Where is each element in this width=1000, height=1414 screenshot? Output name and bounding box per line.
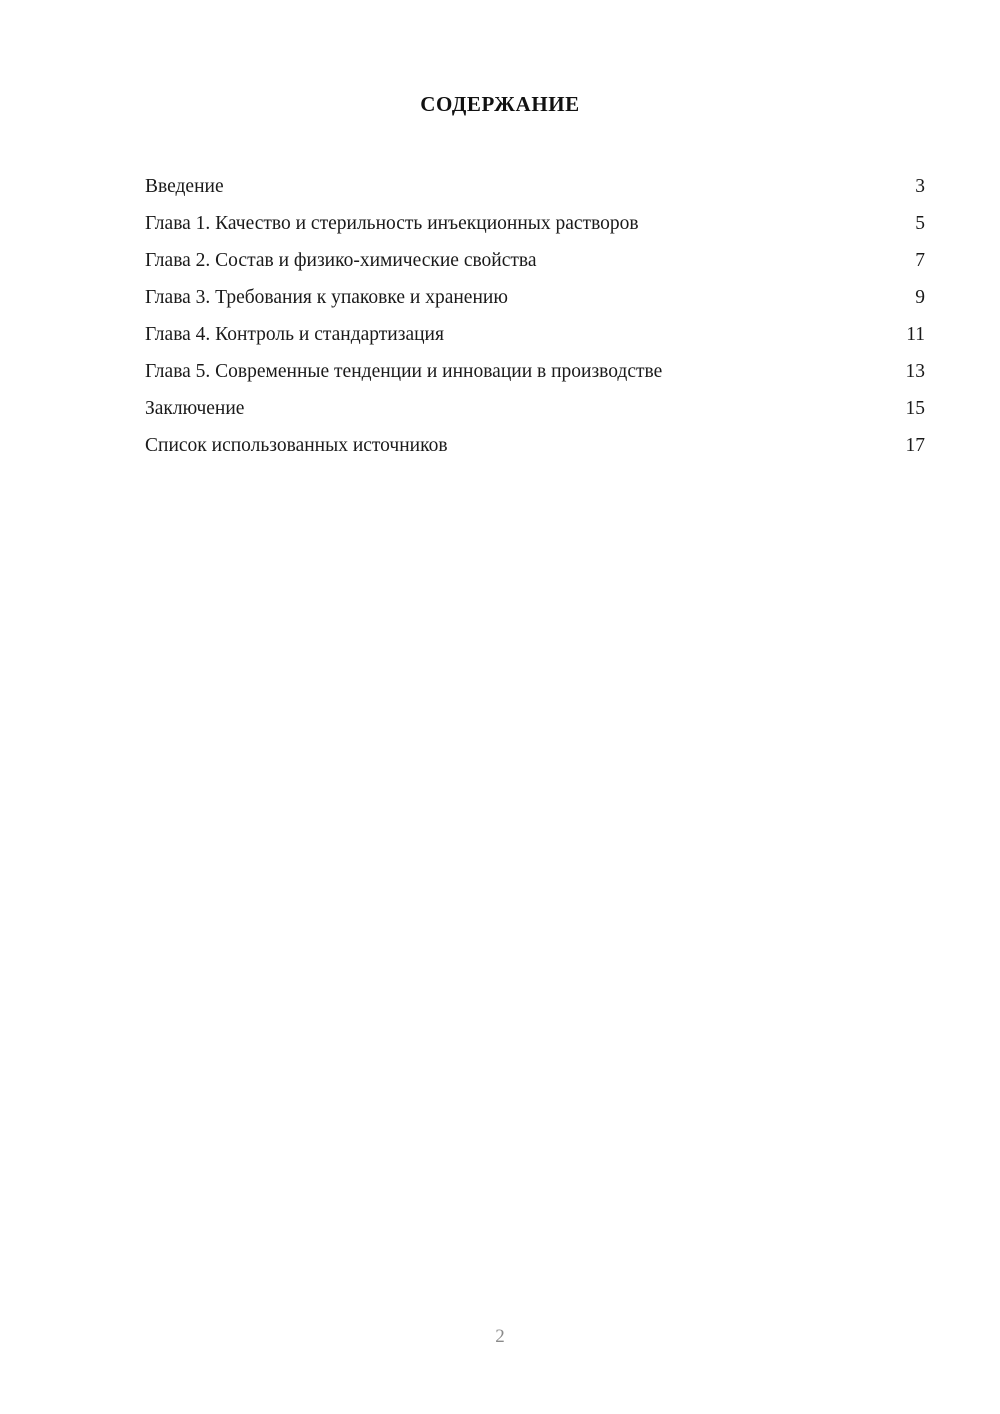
toc-entry[interactable] bbox=[145, 279, 925, 316]
table-of-contents bbox=[145, 168, 925, 464]
toc-entry[interactable] bbox=[145, 205, 925, 242]
toc-entry-page: 5 bbox=[915, 213, 925, 234]
page-number-footer: 2 bbox=[495, 1326, 505, 1347]
toc-entry-label: Глава 5. Современные тенденции и инновации в производстве bbox=[145, 361, 663, 382]
toc-entry-page: 15 bbox=[905, 398, 925, 419]
page-title: СОДЕРЖАНИЕ bbox=[420, 92, 580, 116]
toc-entry-page: 11 bbox=[906, 324, 925, 345]
toc-entry-label: Введение bbox=[145, 176, 224, 197]
toc-entry-label: Заключение bbox=[145, 398, 245, 419]
toc-entry[interactable] bbox=[145, 242, 925, 279]
toc-entry-page: 3 bbox=[915, 176, 925, 197]
toc-entry-page: 7 bbox=[915, 250, 925, 271]
toc-entry-label: Список использованных источников bbox=[145, 435, 448, 456]
toc-entry[interactable] bbox=[145, 316, 925, 353]
toc-entry[interactable] bbox=[145, 353, 925, 390]
toc-entry[interactable] bbox=[145, 427, 925, 464]
toc-entry-page: 9 bbox=[915, 287, 925, 308]
toc-entry-page: 17 bbox=[905, 435, 925, 456]
toc-entry-label: Глава 4. Контроль и стандартизация bbox=[145, 324, 444, 345]
toc-entry[interactable] bbox=[145, 168, 925, 205]
toc-entry-label: Глава 2. Состав и физико-химические свойства bbox=[145, 250, 537, 271]
toc-entry[interactable] bbox=[145, 390, 925, 427]
toc-entry-label: Глава 1. Качество и стерильность инъекционных растворов bbox=[145, 213, 639, 234]
toc-entry-label: Глава 3. Требования к упаковке и хранению bbox=[145, 287, 508, 308]
toc-entry-page: 13 bbox=[905, 361, 925, 382]
